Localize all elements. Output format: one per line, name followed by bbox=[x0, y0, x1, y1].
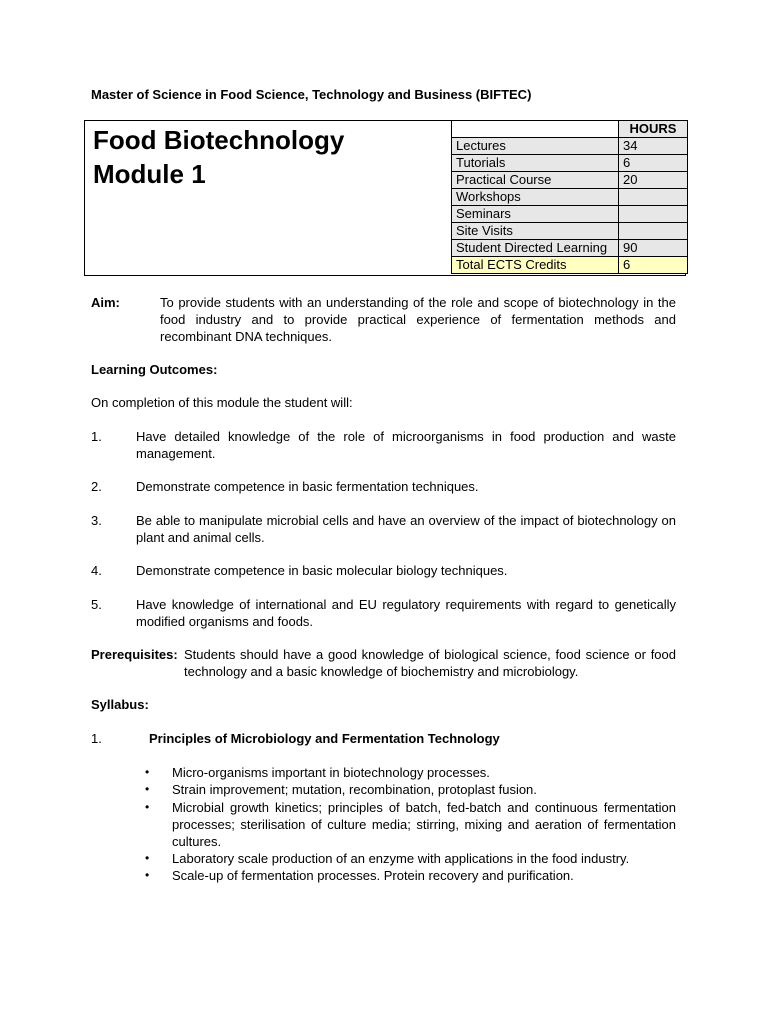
total-credits-label: Total ECTS Credits bbox=[452, 257, 619, 274]
hours-row-value bbox=[619, 223, 688, 240]
hours-row-label: Tutorials bbox=[452, 155, 619, 172]
learning-outcomes-intro: On completion of this module the student will: bbox=[91, 395, 353, 410]
hours-row-label: Student Directed Learning bbox=[452, 240, 619, 257]
bullet-icon: • bbox=[145, 782, 150, 796]
prerequisites-text: Students should have a good knowledge of biological science, food science or food technology and a basic knowledge of biochemistry and microbiology. bbox=[184, 647, 676, 679]
hours-table-total-row bbox=[452, 257, 688, 274]
outcome-number: 1. bbox=[91, 429, 102, 444]
hours-row-value bbox=[619, 189, 688, 206]
hours-table-header-row bbox=[452, 121, 688, 138]
syllabus-section-number: 1. bbox=[91, 731, 102, 746]
learning-outcomes-heading: Learning Outcomes: bbox=[91, 362, 218, 377]
total-credits-value: 6 bbox=[619, 257, 688, 274]
module-title-line1: Food Biotechnology bbox=[93, 125, 345, 155]
syllabus-bullet-item: Laboratory scale production of an enzyme with applications in the food industry. bbox=[172, 851, 630, 866]
program-title: Master of Science in Food Science, Technology and Business (BIFTEC) bbox=[91, 87, 532, 102]
outcome-text: Have knowledge of international and EU regulatory requirements with regard to genetically modified organisms and foods. bbox=[136, 597, 676, 629]
hours-table bbox=[451, 120, 688, 274]
aim-text: To provide students with an understanding of the role and scope of biotechnology in the food industry and to provide practical experience of fermentation methods and recombinant DNA techniques. bbox=[160, 295, 676, 344]
bullet-icon: • bbox=[145, 765, 150, 779]
hours-row-value bbox=[619, 206, 688, 223]
hours-table-row bbox=[452, 223, 688, 240]
bullet-icon: • bbox=[145, 868, 150, 882]
syllabus-bullet-item: Microbial growth kinetics; principles of batch, fed-batch and continuous fermentation processes; sterilisation of culture media; stirring, mixing and aeration of fermentation cultures. bbox=[172, 800, 676, 849]
hours-table-row bbox=[452, 138, 688, 155]
syllabus-bullet-item: Strain improvement; mutation, recombination, protoplast fusion. bbox=[172, 782, 537, 797]
hours-table-header-blank bbox=[452, 121, 619, 138]
hours-row-value: 6 bbox=[619, 155, 688, 172]
outcome-number: 5. bbox=[91, 597, 102, 612]
outcome-number: 4. bbox=[91, 563, 102, 578]
hours-table-row bbox=[452, 206, 688, 223]
hours-row-label: Practical Course bbox=[452, 172, 619, 189]
hours-row-label: Workshops bbox=[452, 189, 619, 206]
hours-row-label: Lectures bbox=[452, 138, 619, 155]
hours-table-row bbox=[452, 240, 688, 257]
module-title bbox=[93, 123, 344, 191]
hours-table-row bbox=[452, 172, 688, 189]
hours-row-label: Site Visits bbox=[452, 223, 619, 240]
bullet-icon: • bbox=[145, 851, 150, 865]
outcome-text: Demonstrate competence in basic fermentation techniques. bbox=[136, 479, 479, 494]
hours-row-label: Seminars bbox=[452, 206, 619, 223]
bullet-icon: • bbox=[145, 800, 150, 814]
syllabus-bullet-item: Scale-up of fermentation processes. Protein recovery and purification. bbox=[172, 868, 574, 883]
prerequisites-label: Prerequisites: bbox=[91, 647, 178, 662]
outcome-text: Be able to manipulate microbial cells and have an overview of the impact of biotechnology on plant and animal cells. bbox=[136, 513, 676, 545]
hours-row-value: 20 bbox=[619, 172, 688, 189]
hours-table-row bbox=[452, 189, 688, 206]
hours-row-value: 90 bbox=[619, 240, 688, 257]
syllabus-section-title: Principles of Microbiology and Fermentation Technology bbox=[149, 731, 500, 746]
module-header-box bbox=[84, 120, 686, 276]
syllabus-bullet-item: Micro-organisms important in biotechnology processes. bbox=[172, 765, 490, 780]
syllabus-heading: Syllabus: bbox=[91, 697, 149, 712]
outcome-text: Have detailed knowledge of the role of microorganisms in food production and waste management. bbox=[136, 429, 676, 461]
outcome-number: 2. bbox=[91, 479, 102, 494]
hours-row-value: 34 bbox=[619, 138, 688, 155]
hours-table-header: HOURS bbox=[619, 121, 688, 138]
outcome-number: 3. bbox=[91, 513, 102, 528]
aim-label: Aim: bbox=[91, 295, 120, 310]
outcome-text: Demonstrate competence in basic molecular biology techniques. bbox=[136, 563, 508, 578]
module-title-line2: Module 1 bbox=[93, 159, 206, 189]
hours-table-row bbox=[452, 155, 688, 172]
